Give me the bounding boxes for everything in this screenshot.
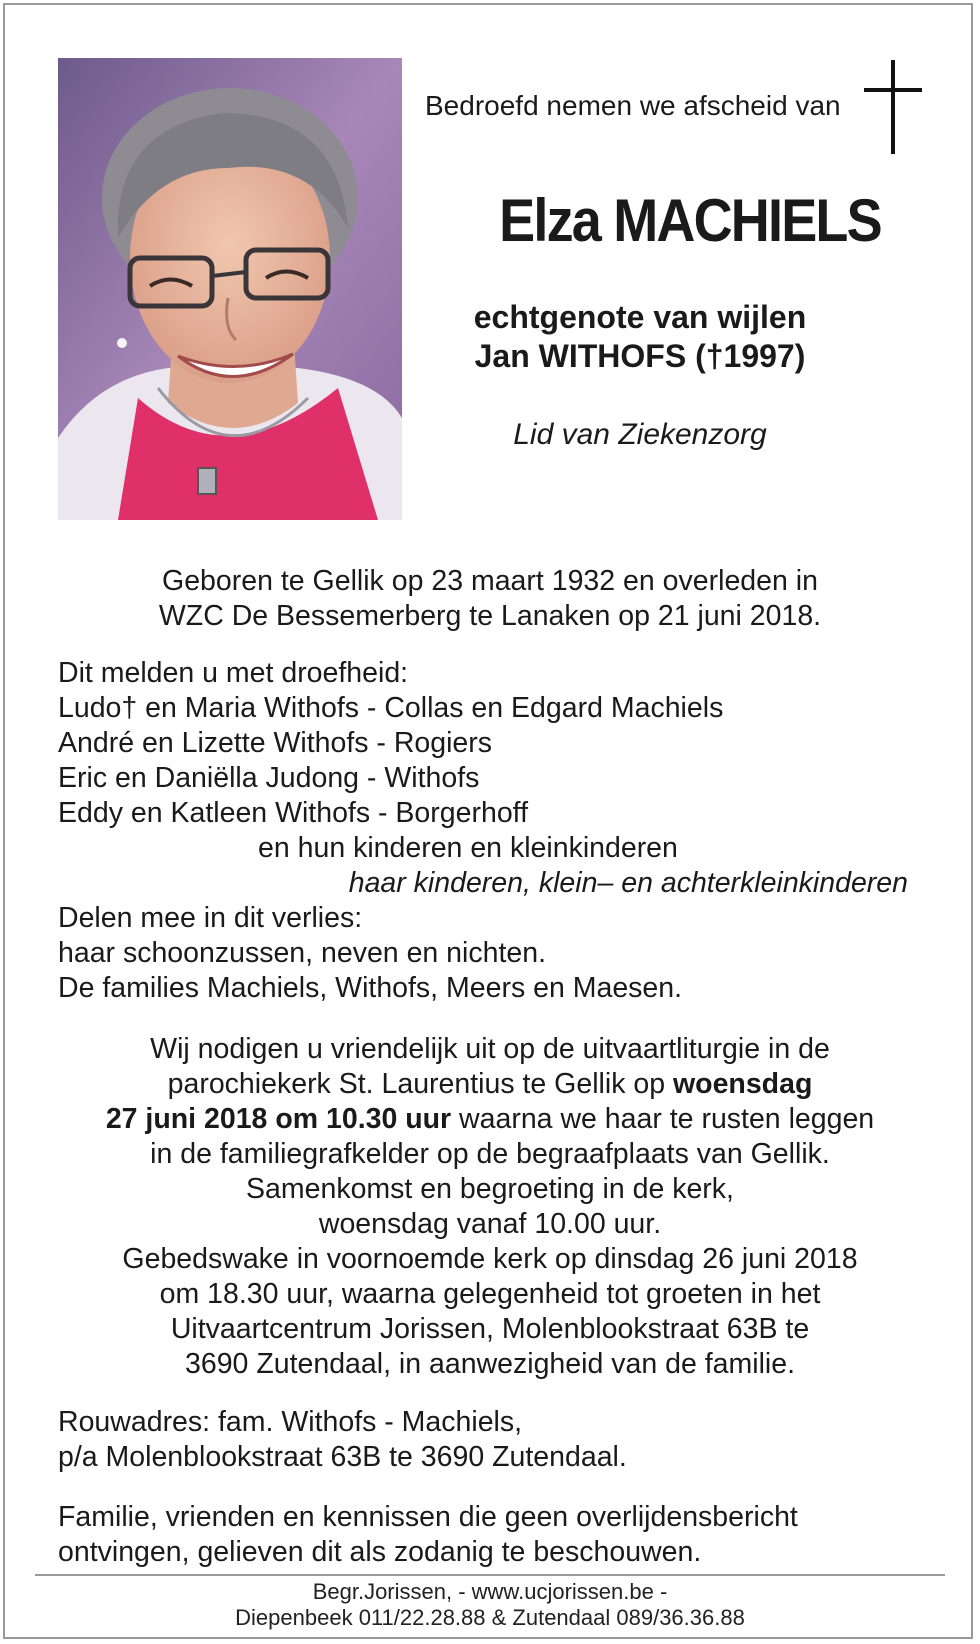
membership: Lid van Ziekenzorg xyxy=(513,418,767,451)
address-line-1: Rouwadres: fam. Withofs - Machiels, xyxy=(58,1406,523,1438)
service-line-5: Samenkomst en begroeting in de kerk, xyxy=(246,1173,734,1205)
service-line-8: om 18.30 uur, waarna gelegenheid tot groeten in het xyxy=(159,1278,821,1310)
service-line-2 xyxy=(40,1067,940,1102)
service-line-3 xyxy=(40,1102,940,1137)
service-info xyxy=(40,1032,940,1382)
spouse-info xyxy=(420,298,860,376)
spouse-line-2: Jan WITHOFS (†1997) xyxy=(474,338,806,374)
children-note: haar kinderen, klein– en achterkleinkinderen xyxy=(348,867,908,899)
closing-note xyxy=(58,1500,938,1570)
portrait-photo xyxy=(58,58,402,520)
share-heading: Delen mee in dit verlies: xyxy=(58,902,363,934)
closing-line-1: Familie, vrienden en kennissen die geen overlijdensbericht xyxy=(58,1501,798,1533)
footer-line-2: Diepenbeek 011/22.28.88 & Zutendaal 089/36.36.88 xyxy=(235,1605,745,1630)
share-line: De families Machiels, Withofs, Meers en Maesen. xyxy=(58,972,683,1004)
spouse-line-1: echtgenote van wijlen xyxy=(473,299,807,335)
born-line-1: Geboren te Gellik op 23 maart 1932 en overleden in xyxy=(162,565,818,597)
funeral-home-footer xyxy=(40,1579,940,1631)
mourning-address xyxy=(58,1405,938,1475)
born-line-2: WZC De Bessemerberg te Lanaken op 21 juni 2018. xyxy=(158,600,822,632)
address-line-2: p/a Molenblookstraat 63B te 3690 Zutendaal. xyxy=(58,1441,627,1473)
portrait-image xyxy=(58,58,402,520)
service-line-10: 3690 Zutendaal, in aanwezigheid van de familie. xyxy=(185,1348,795,1380)
cross-icon xyxy=(864,60,922,159)
footer-divider xyxy=(35,1574,945,1576)
deceased-name: Elza MACHIELS xyxy=(499,187,881,254)
service-line-7: Gebedswake in voornoemde kerk op dinsdag 26 juni 2018 xyxy=(122,1243,858,1275)
service-line-1: Wij nodigen u vriendelijk uit op de uitvaartliturgie in de xyxy=(150,1033,830,1065)
family-member: Eddy en Katleen Withofs - Borgerhoff xyxy=(58,797,528,829)
share-line: haar schoonzussen, neven en nichten. xyxy=(58,937,547,969)
birth-death-info xyxy=(40,564,940,634)
service-line-4: in de familiegrafkelder op de begraafplaats van Gellik. xyxy=(150,1138,830,1170)
family-list xyxy=(58,656,938,1006)
service-line-9: Uitvaartcentrum Jorissen, Molenblookstraat 63B te xyxy=(170,1313,810,1345)
footer-line-1: Begr.Jorissen, - www.ucjorissen.be - xyxy=(312,1579,668,1604)
service-line-2-text: parochiekerk St. Laurentius te Gellik op xyxy=(167,1068,673,1100)
service-line-3-text: waarna we haar te rusten leggen xyxy=(451,1103,875,1135)
service-line-6: woensdag vanaf 10.00 uur. xyxy=(318,1208,662,1240)
family-member: André en Lizette Withofs - Rogiers xyxy=(58,727,493,759)
service-day: woensdag xyxy=(673,1068,813,1100)
family-member: Eric en Daniëlla Judong - Withofs xyxy=(58,762,480,794)
service-date-time: 27 juni 2018 om 10.30 uur xyxy=(105,1103,452,1135)
intro-text: Bedroefd nemen we afscheid van xyxy=(425,90,841,121)
closing-line-2: ontvingen, gelieven dit als zodanig te beschouwen. xyxy=(58,1536,702,1568)
family-heading: Dit melden u met droefheid: xyxy=(58,657,409,689)
family-member: Ludo† en Maria Withofs - Collas en Edgard Machiels xyxy=(58,692,724,724)
grandchildren-line: en hun kinderen en kleinkinderen xyxy=(258,832,678,864)
